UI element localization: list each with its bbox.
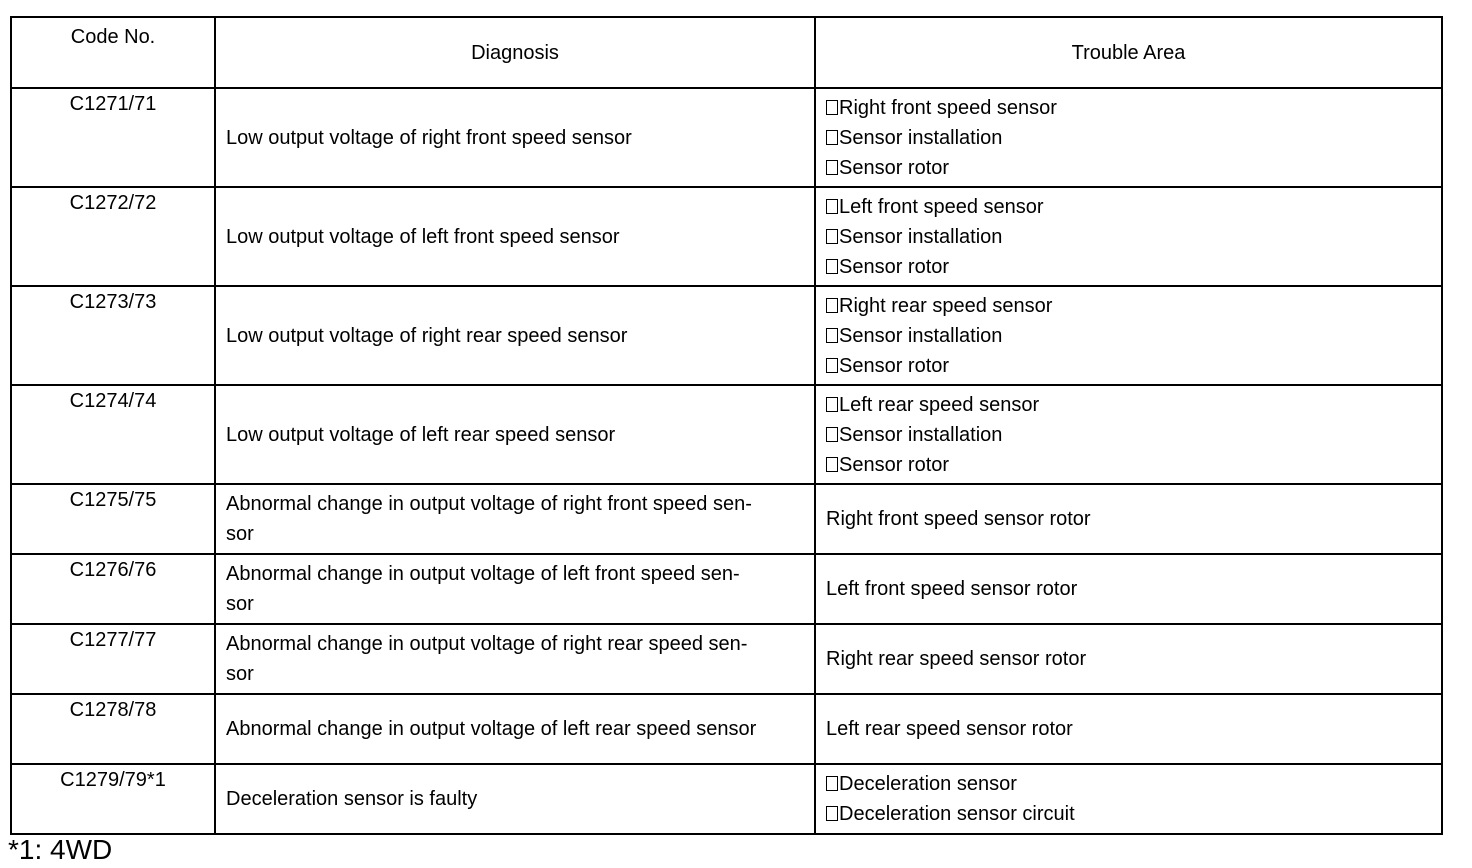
- header-row: [11, 17, 1442, 88]
- trouble-area-cell: [815, 286, 1442, 385]
- trouble-area-cell: [815, 187, 1442, 286]
- trouble-area-label: Sensor installation: [839, 324, 1003, 347]
- trouble-area-label: Sensor installation: [839, 225, 1003, 248]
- diagnosis-cell: [215, 624, 815, 694]
- trouble-area-label: Right rear speed sensor: [839, 294, 1053, 317]
- code-cell: C1271/71: [11, 88, 215, 187]
- trouble-area-label: Sensor rotor: [839, 255, 950, 278]
- diagnosis-cell: Abnormal change in output voltage of left rear speed sensor: [215, 694, 815, 764]
- trouble-area-cell: [815, 385, 1442, 484]
- checkbox-icon: [826, 259, 838, 274]
- trouble-area-item: [826, 123, 1431, 153]
- code-cell: C1279/79*1: [11, 764, 215, 834]
- trouble-area-cell: Right front speed sensor rotor: [815, 484, 1442, 554]
- diagnosis-line: Abnormal change in output voltage of right rear speed sen-: [226, 633, 748, 655]
- trouble-area-label: Left rear speed sensor: [839, 393, 1040, 416]
- trouble-area-cell: Left rear speed sensor rotor: [815, 694, 1442, 764]
- header-code: Code No.: [11, 17, 215, 88]
- table-row: [11, 764, 1442, 834]
- trouble-area-label: Right front speed sensor: [839, 96, 1057, 119]
- trouble-area-item: [826, 450, 1431, 480]
- table-row: [11, 286, 1442, 385]
- diagnosis-cell: Deceleration sensor is faulty: [215, 764, 815, 834]
- trouble-area-label: Deceleration sensor circuit: [839, 803, 1075, 825]
- trouble-area-label: Sensor rotor: [839, 354, 950, 377]
- dtc-table: [10, 16, 1443, 835]
- diagnosis-line: sor: [226, 593, 254, 615]
- header-diagnosis: Diagnosis: [215, 17, 815, 88]
- checkbox-icon: [826, 328, 838, 343]
- code-cell: C1278/78: [11, 694, 215, 764]
- checkbox-icon: [826, 776, 838, 791]
- table-row: [11, 88, 1442, 187]
- code-cell: C1275/75: [11, 484, 215, 554]
- diagnosis-cell: Low output voltage of right front speed sensor: [215, 88, 815, 187]
- footnote: *1: 4WD: [8, 834, 113, 865]
- table-row: [11, 187, 1442, 286]
- checkbox-icon: [826, 298, 838, 313]
- trouble-area-label: Left front speed sensor: [839, 195, 1044, 218]
- header-trouble-area: Trouble Area: [815, 17, 1442, 88]
- table-row: [11, 624, 1442, 694]
- trouble-area-label: Sensor installation: [839, 126, 1003, 149]
- code-cell: C1276/76: [11, 554, 215, 624]
- trouble-area-cell: Left front speed sensor rotor: [815, 554, 1442, 624]
- trouble-area-cell: [815, 88, 1442, 187]
- trouble-area-label: Sensor rotor: [839, 156, 950, 179]
- trouble-area-item: [826, 291, 1431, 321]
- checkbox-icon: [826, 358, 838, 373]
- trouble-area-cell: Right rear speed sensor rotor: [815, 624, 1442, 694]
- code-cell: C1274/74: [11, 385, 215, 484]
- diagnosis-line: Abnormal change in output voltage of right front speed sen-: [226, 493, 752, 515]
- trouble-area-item: [826, 222, 1431, 252]
- diagnosis-cell: [215, 484, 815, 554]
- checkbox-icon: [826, 397, 838, 412]
- trouble-area-label: Sensor rotor: [839, 453, 950, 476]
- diagnosis-line: sor: [226, 523, 254, 545]
- checkbox-icon: [826, 427, 838, 442]
- table-row: [11, 554, 1442, 624]
- diagnosis-line: Abnormal change in output voltage of left front speed sen-: [226, 563, 740, 585]
- trouble-area-item: [826, 93, 1431, 123]
- checkbox-icon: [826, 130, 838, 145]
- trouble-area-item: [826, 420, 1431, 450]
- diagnosis-cell: Low output voltage of left rear speed sensor: [215, 385, 815, 484]
- code-cell: C1273/73: [11, 286, 215, 385]
- diagnosis-line: sor: [226, 663, 254, 685]
- trouble-area-item: [826, 769, 1431, 799]
- diagnosis-cell: Low output voltage of right rear speed sensor: [215, 286, 815, 385]
- trouble-area-cell: [815, 764, 1442, 834]
- trouble-area-item: [826, 351, 1431, 381]
- checkbox-icon: [826, 199, 838, 214]
- trouble-area-label: Sensor installation: [839, 423, 1003, 446]
- diagnosis-cell: [215, 554, 815, 624]
- checkbox-icon: [826, 457, 838, 472]
- trouble-area-label: Deceleration sensor: [839, 773, 1017, 795]
- checkbox-icon: [826, 229, 838, 244]
- checkbox-icon: [826, 160, 838, 175]
- code-cell: C1272/72: [11, 187, 215, 286]
- trouble-area-item: [826, 192, 1431, 222]
- checkbox-icon: [826, 100, 838, 115]
- table-row: [11, 694, 1442, 764]
- trouble-area-item: [826, 799, 1431, 829]
- diagnosis-cell: Low output voltage of left front speed sensor: [215, 187, 815, 286]
- trouble-area-item: [826, 390, 1431, 420]
- trouble-area-item: [826, 153, 1431, 183]
- table-row: [11, 385, 1442, 484]
- trouble-area-item: [826, 252, 1431, 282]
- checkbox-icon: [826, 806, 838, 821]
- code-cell: C1277/77: [11, 624, 215, 694]
- trouble-area-item: [826, 321, 1431, 351]
- table-row: [11, 484, 1442, 554]
